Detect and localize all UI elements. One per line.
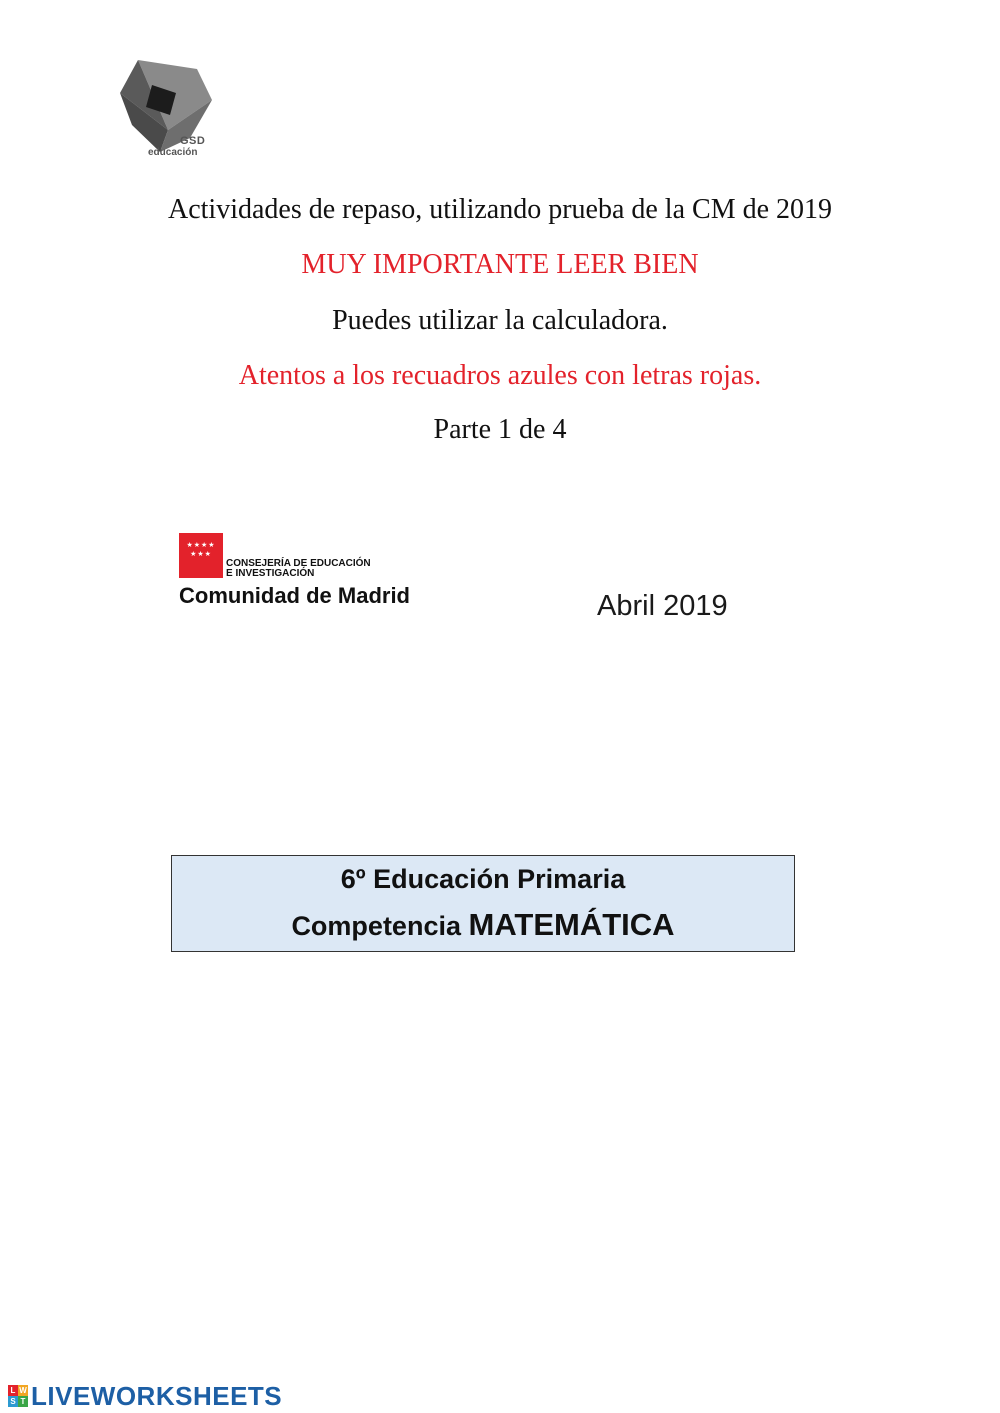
consejeria-line-2: E INVESTIGACIÓN xyxy=(226,568,315,579)
grade-title: 6º Educación Primaria xyxy=(340,864,626,894)
competence-prefix: Competencia xyxy=(291,911,461,941)
title-box xyxy=(171,855,795,952)
liveworksheets-footer[interactable] xyxy=(8,1381,282,1411)
lw-icon-letter: T xyxy=(18,1396,28,1407)
madrid-stars-icon: ★★★★ ★★★ xyxy=(186,541,216,558)
comunidad-madrid-name: Comunidad de Madrid xyxy=(179,583,410,608)
exam-date: Abril 2019 xyxy=(597,590,728,622)
madrid-flag-icon xyxy=(179,533,223,578)
intro-line: Actividades de repaso, utilizando prueba de la CM de 2019 xyxy=(167,194,833,225)
liveworksheets-brand[interactable]: LIVEWORKSHEETS xyxy=(31,1380,283,1411)
calculator-note: Puedes utilizar la calculadora. xyxy=(332,305,668,336)
gsd-brand-text: GSD xyxy=(180,135,206,147)
lw-icon-letter: S xyxy=(8,1396,18,1407)
warning-line: MUY IMPORTANTE LEER BIEN xyxy=(301,249,699,280)
competence-subject: MATEMÁTICA xyxy=(468,907,675,942)
lw-icon-letter: L xyxy=(8,1385,18,1396)
competence-title xyxy=(172,907,794,944)
part-indicator: Parte 1 de 4 xyxy=(433,414,567,445)
gsd-subtitle-text: educación xyxy=(148,147,198,158)
gsd-logo xyxy=(112,55,222,165)
consejeria-line-1: CONSEJERÍA DE EDUCACIÓN xyxy=(226,558,371,569)
attention-note: Atentos a los recuadros azules con letras rojas. xyxy=(238,360,762,391)
liveworksheets-logo-icon xyxy=(8,1385,28,1407)
lw-icon-letter: W xyxy=(19,1386,27,1395)
comunidad-madrid-logo xyxy=(179,533,469,613)
